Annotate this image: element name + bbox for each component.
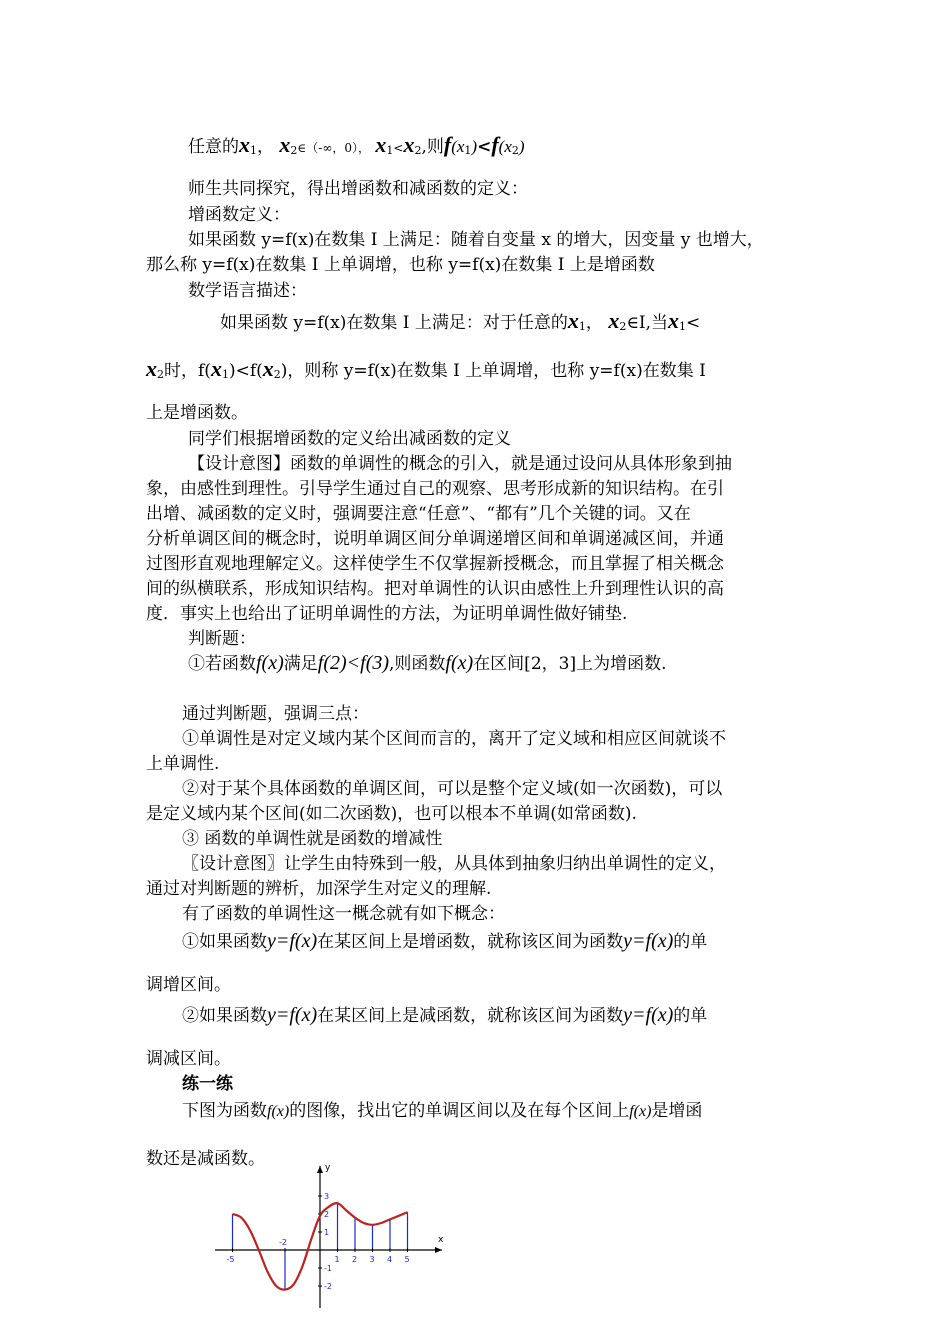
math-fx: f(x) <box>256 652 284 674</box>
text-segment: 在某区间上是增函数，就称该区间为函数 <box>317 932 624 952</box>
math-fx: f(x) <box>445 652 474 674</box>
exercise-line <box>182 1100 702 1123</box>
math-sub: 1 <box>250 144 257 157</box>
paragraph-line: 判断题： <box>188 629 256 649</box>
text-segment: 的单 <box>673 1006 708 1026</box>
math-x2: x <box>403 132 415 157</box>
paragraph-line: 【设计意图】函数的单调性的概念的引入，就是通过设问从具体形象到抽 <box>188 454 732 474</box>
math-arg: (x <box>498 137 512 156</box>
paragraph-line: 上是增函数。 <box>146 403 248 423</box>
math-fx: f(x) <box>629 1103 652 1120</box>
math-x1: x <box>668 308 680 333</box>
text-lt: < <box>393 141 404 155</box>
text-segment: 满足 <box>283 654 318 674</box>
paragraph-line: 有了函数的单调性这一概念就有如下概念： <box>182 904 505 924</box>
x-tick-label: 4 <box>387 1255 393 1264</box>
math-f: f <box>491 132 499 157</box>
math-arg: (x <box>451 137 465 156</box>
text-segment: ①如果函数 <box>182 932 267 952</box>
x-tick-label: 3 <box>369 1255 375 1264</box>
math-sub: 1 <box>221 368 229 381</box>
x-axis-arrow <box>435 1247 442 1253</box>
paragraph-line: 出增、减函数的定义时，强调要注意“任意”、“都有”几个关键的词。又在 <box>146 504 691 524</box>
math-yfx: y=f(x) <box>267 930 318 952</box>
text-segment: 在某区间上是减函数，就称该区间为函数 <box>317 1006 624 1026</box>
paragraph-line: 那么称 y=f(x)在数集 I 上单调增，也称 y=f(x)在数集 I 上是增函数 <box>146 255 655 275</box>
text-segment: )<f( <box>228 361 263 381</box>
paragraph-line: 〖设计意图〗让学生由特殊到一般，从具体到抽象归纳出单调性的定义， <box>182 854 726 874</box>
section-heading: 练一练 <box>182 1074 233 1094</box>
concept-increasing <box>182 930 707 953</box>
text-segment: 的图像，找出它的单调区间以及在每个区间上 <box>289 1101 630 1121</box>
x-tick-label: 2 <box>352 1255 358 1264</box>
y-tick-label: 3 <box>324 1192 330 1201</box>
y-tick-label: 2 <box>324 1210 330 1219</box>
math-fx: f(x) <box>267 1103 290 1120</box>
text-comma: ， <box>585 313 603 333</box>
x-tick-label: -2 <box>279 1238 287 1247</box>
math-paren: ) <box>518 137 525 156</box>
math-sub: 2 <box>511 144 519 157</box>
text-segment: ②如果函数 <box>182 1006 267 1026</box>
paragraph-line: 同学们根据增函数的定义给出减函数的定义 <box>188 429 511 449</box>
y-tick-label: 1 <box>324 1228 330 1237</box>
x-tick-label: 1 <box>334 1255 340 1264</box>
text-segment: )，则称 y=f(x)在数集 I 上单调增，也称 y=f(x)在数集 I <box>280 361 706 381</box>
math-inequality: f(2)<f(3) <box>317 652 390 674</box>
text-segment: ①若函数 <box>188 654 256 674</box>
math-lt: < <box>477 137 492 157</box>
concept-decreasing <box>182 1004 707 1027</box>
text-segment: 的单 <box>673 932 708 952</box>
y-tick-label: -2 <box>324 1282 332 1291</box>
y-axis-label: y <box>325 1163 331 1173</box>
function-graph <box>210 1160 450 1310</box>
paragraph-line: 是定义域内某个区间(如二次函数)，也可以根本不单调(如常函数). <box>146 804 637 824</box>
paragraph-line: 过图形直观地理解定义。这样使学生不仅掌握新授概念，而且掌握了相关概念 <box>146 554 724 574</box>
text-then: ,则 <box>421 137 444 157</box>
paragraph-line: ③ 函数的单调性就是函数的增减性 <box>182 829 443 849</box>
math-sub: 1 <box>578 320 586 333</box>
paragraph-line: 度．事实上也给出了证明单调性的方法，为证明单调性做好铺垫. <box>146 604 628 624</box>
y-axis-arrow <box>317 1166 323 1173</box>
text-segment: 如果函数 y=f(x)在数集 I 上满足：对于任意的 <box>220 313 568 333</box>
paragraph-line: 间的纵横联系，形成知识结构。把对单调性的认识由感性上升到理性认识的高 <box>146 579 724 599</box>
math-f: f <box>443 132 452 157</box>
paragraph-line: 师生共同探究，得出增函数和减函数的定义： <box>188 179 528 199</box>
text-lt: < <box>686 313 701 333</box>
paragraph-line <box>220 310 700 338</box>
text-segment: ,则函数 <box>389 654 446 674</box>
judgment-item <box>188 652 667 675</box>
math-x2: x <box>608 308 620 333</box>
x-tick-label: -5 <box>226 1255 235 1264</box>
math-sub: 1 <box>386 144 394 157</box>
paragraph-line: 增函数定义： <box>188 205 290 225</box>
math-sub: 2 <box>414 144 422 157</box>
x-axis-label: x <box>438 1235 444 1245</box>
math-sub: 2 <box>619 320 627 333</box>
paragraph-line: 通过对判断题的辨析，加深学生对定义的理解. <box>146 879 492 899</box>
paragraph-line: ①单调性是对定义域内某个区间而言的，离开了定义域和相应区间就谈不 <box>182 729 726 749</box>
math-paren: ) <box>471 137 478 156</box>
text-segment: 在区间[2，3]上为增函数 <box>473 654 662 674</box>
text-segment: ∈I,当 <box>626 313 669 333</box>
math-x1: x <box>210 356 222 381</box>
math-yfx: y=f(x) <box>267 1004 318 1026</box>
paragraph-line <box>146 358 706 386</box>
x-tick-label: 5 <box>404 1255 410 1264</box>
math-sub: 1 <box>464 144 472 157</box>
math-x2: x <box>262 356 274 381</box>
paragraph-line: 调减区间。 <box>146 1049 231 1069</box>
text-segment: 是增函 <box>651 1101 703 1121</box>
paragraph-line: 上单调性. <box>146 754 220 774</box>
math-yfx: y=f(x) <box>623 1004 674 1026</box>
math-x2: x <box>279 132 291 157</box>
math-sub: 1 <box>679 320 687 333</box>
math-x1: x <box>375 132 387 157</box>
line-arbitrary <box>188 134 525 162</box>
math-x2: x <box>146 356 157 381</box>
paragraph-line: 象，由感性到理性。引导学生通过自己的观察、思考形成新的知识结构。在引 <box>146 479 724 499</box>
paragraph-line: ②对于某个具体函数的单调区间，可以是整个定义域(如一次函数)，可以 <box>182 779 723 799</box>
paragraph-line: 通过判断题，强调三点： <box>182 704 369 724</box>
y-tick-label: -1 <box>324 1264 332 1273</box>
math-yfx: y=f(x) <box>623 930 674 952</box>
paragraph-line: 调增区间。 <box>146 975 231 995</box>
math-x1: x <box>567 308 579 333</box>
math-sub: 2 <box>273 368 281 381</box>
text-comma: ， <box>257 137 274 157</box>
text-interval: ∈（-∞，0）， <box>297 141 370 155</box>
text-segment: 下图为函数 <box>182 1101 267 1121</box>
paragraph-line: 数还是减函数。 <box>146 1149 265 1169</box>
text-arbitrary: 任意的 <box>188 137 239 157</box>
text-period: . <box>661 654 667 674</box>
text-segment: 时，f( <box>164 361 211 381</box>
math-sub: 2 <box>290 144 298 157</box>
paragraph-line: 如果函数 y=f(x)在数集 I 上满足：随着自变量 x 的增大，因变量 y 也增大， <box>188 230 764 250</box>
paragraph-line: 分析单调区间的概念时，说明单调区间分单调递增区间和单调递减区间，并通 <box>146 529 724 549</box>
math-x1: x <box>239 132 250 157</box>
math-sub: 2 <box>157 368 164 381</box>
paragraph-line: 数学语言描述： <box>188 281 307 301</box>
